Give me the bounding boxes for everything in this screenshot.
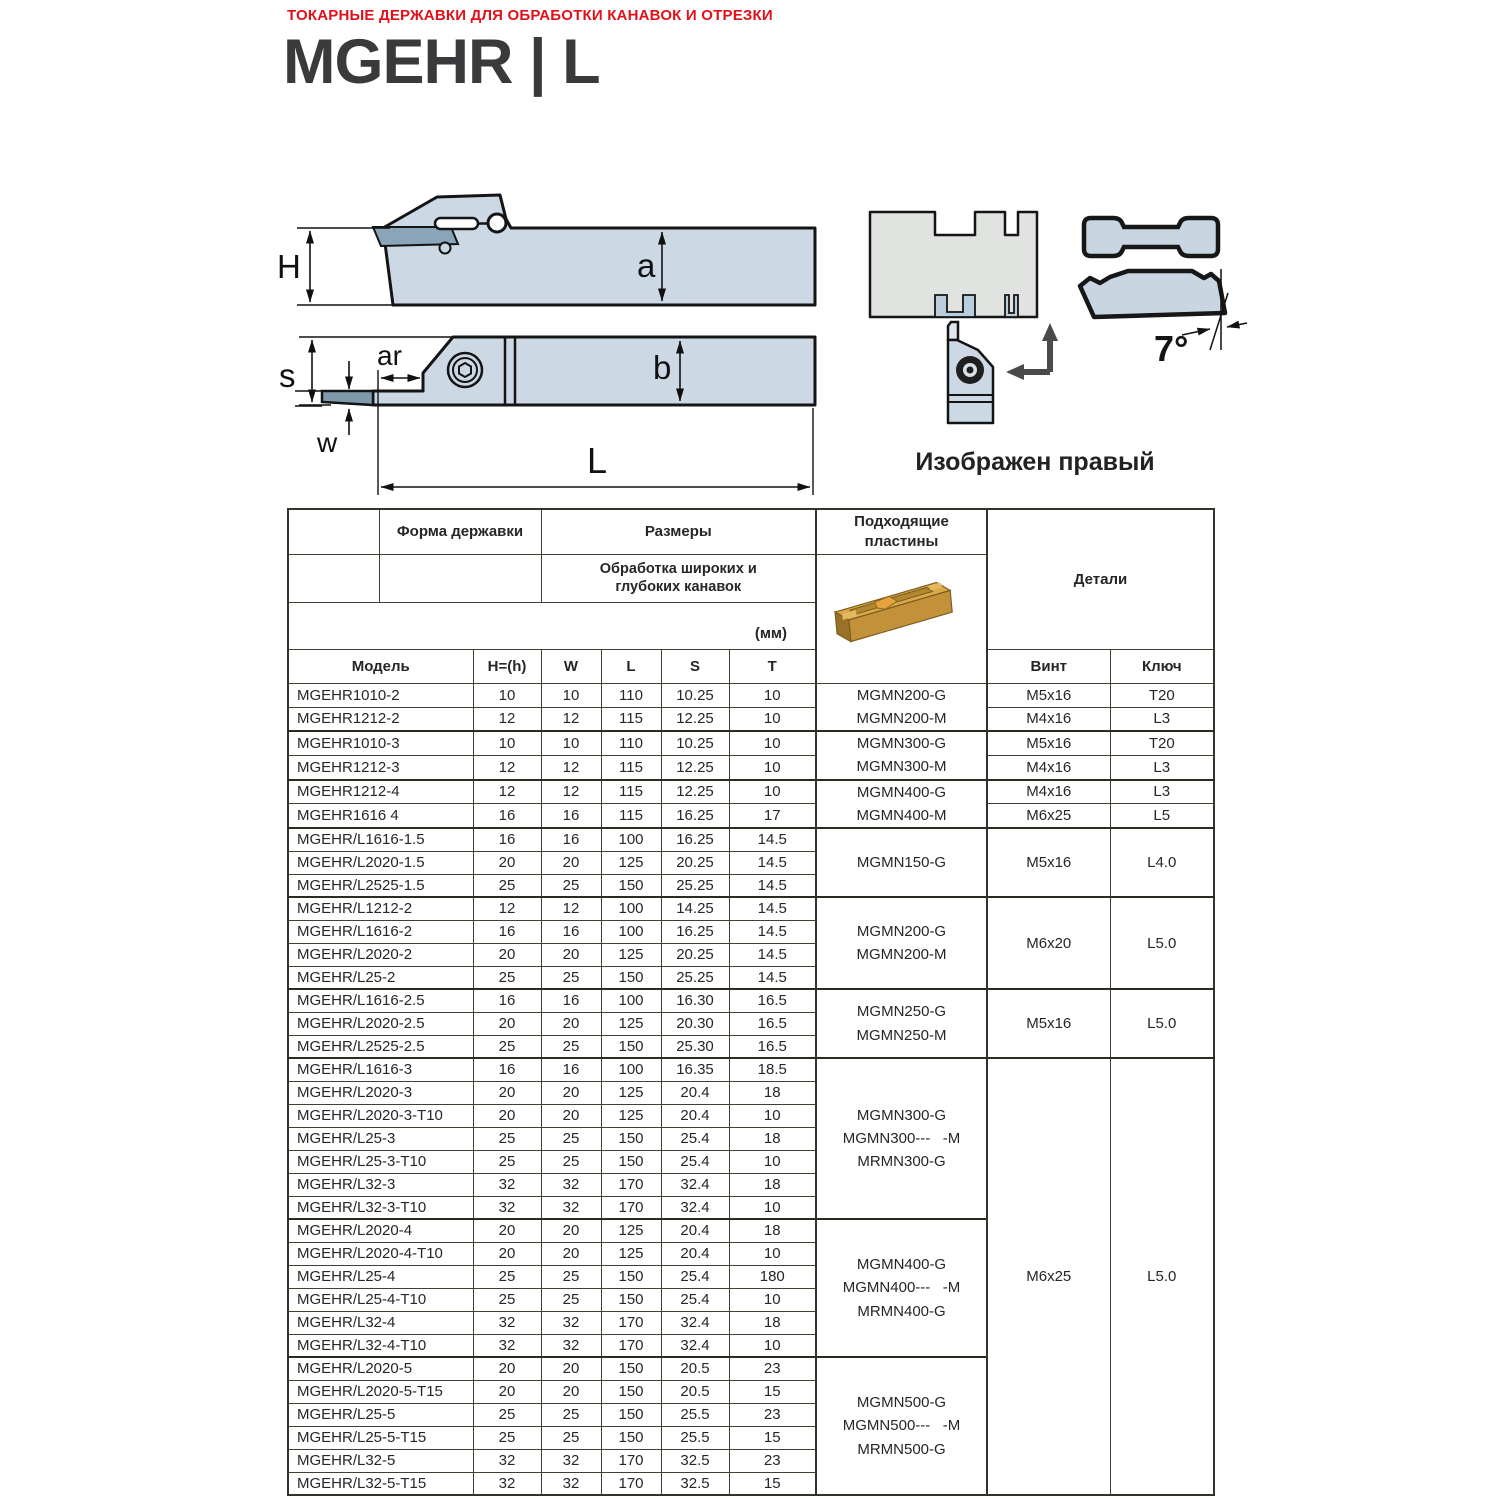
category-heading: ТОКАРНЫЕ ДЕРЖАВКИ ДЛЯ ОБРАБОТКИ КАНАВОК И ОТРЕЗКИ <box>287 7 773 24</box>
dim-cell: 25.30 <box>661 1035 729 1058</box>
dim-w-label: w <box>317 427 338 458</box>
dim-cell: 32.5 <box>661 1449 729 1472</box>
dim-cell: 32 <box>541 1449 601 1472</box>
dim-cell: 17 <box>729 804 816 828</box>
dim-cell: 14.25 <box>661 897 729 920</box>
table-row <box>288 989 1214 1012</box>
dim-cell: 23 <box>729 1403 816 1426</box>
dim-cell: 150 <box>601 1380 661 1403</box>
insert-group-cell: MGMN200-G MGMN200-M <box>816 897 987 989</box>
model-cell: MGEHR/L1616-1.5 <box>288 828 473 851</box>
dim-cell: 16 <box>473 828 541 851</box>
dim-cell: 12.25 <box>661 755 729 779</box>
table-row <box>288 780 1214 804</box>
dim-ar-label: ar <box>377 340 402 371</box>
dim-cell: 180 <box>729 1265 816 1288</box>
w-header: W <box>541 649 601 683</box>
dim-cell: 14.5 <box>729 920 816 943</box>
model-cell: MGEHR/L32-4-T10 <box>288 1334 473 1357</box>
dim-cell: 20.4 <box>661 1219 729 1242</box>
dim-cell: 170 <box>601 1472 661 1495</box>
dim-cell: 10 <box>729 755 816 779</box>
dim-cell: 25.4 <box>661 1265 729 1288</box>
dim-cell: 10 <box>729 1104 816 1127</box>
dim-cell: 32 <box>541 1334 601 1357</box>
screw-cell: M6x25 <box>987 1058 1110 1495</box>
dim-cell: 12 <box>473 755 541 779</box>
table-row <box>288 804 1214 828</box>
dim-cell: 16.5 <box>729 1035 816 1058</box>
table-row <box>288 897 1214 920</box>
dim-cell: 25 <box>473 1035 541 1058</box>
clamp-pin-hole <box>488 214 506 232</box>
dim-a-label: a <box>637 247 656 284</box>
dim-cell: 18 <box>729 1219 816 1242</box>
holder-table-body <box>288 683 1214 1495</box>
insert-tip <box>322 391 373 405</box>
model-cell: MGEHR/L2020-4-T10 <box>288 1242 473 1265</box>
dim-b-label: b <box>653 349 672 386</box>
details-header: Детали <box>987 509 1214 649</box>
dim-cell: 100 <box>601 1058 661 1081</box>
screw-cell: M6x20 <box>987 897 1110 989</box>
dim-cell: 25 <box>541 1035 601 1058</box>
dim-cell: 20 <box>541 851 601 874</box>
s-header: S <box>661 649 729 683</box>
dim-cell: 14.5 <box>729 851 816 874</box>
model-cell: MGEHR/L1616-2 <box>288 920 473 943</box>
dim-cell: 18 <box>729 1081 816 1104</box>
dim-cell: 20 <box>473 1219 541 1242</box>
dim-cell: 150 <box>601 1127 661 1150</box>
dim-cell: 14.5 <box>729 943 816 966</box>
inserts-header: Подходящие пластины <box>816 509 987 554</box>
screw-header: Винт <box>987 649 1110 683</box>
dim-cell: 25 <box>473 966 541 989</box>
screw-cell: M6x25 <box>987 804 1110 828</box>
sizes-header: Размеры <box>541 509 816 554</box>
dim-cell: 32 <box>541 1311 601 1334</box>
key-cell: T20 <box>1110 731 1214 755</box>
dim-cell: 18.5 <box>729 1058 816 1081</box>
dim-cell: 20.25 <box>661 851 729 874</box>
insert-photo-cell <box>816 554 987 683</box>
clamp-slot <box>435 218 478 229</box>
model-cell: MGEHR/L2525-2.5 <box>288 1035 473 1058</box>
dim-cell: 16.25 <box>661 920 729 943</box>
dim-cell: 12 <box>473 780 541 804</box>
key-cell: L5 <box>1110 804 1214 828</box>
dim-cell: 32 <box>541 1173 601 1196</box>
model-cell: MGEHR1212-3 <box>288 755 473 779</box>
t-header: T <box>729 649 816 683</box>
dim-cell: 16 <box>541 804 601 828</box>
dim-cell: 170 <box>601 1334 661 1357</box>
corner-cell <box>288 509 379 554</box>
dim-cell: 16 <box>473 1058 541 1081</box>
dim-cell: 32 <box>473 1472 541 1495</box>
dim-cell: 25 <box>473 1265 541 1288</box>
dim-cell: 10 <box>541 683 601 707</box>
dim-cell: 25 <box>541 1426 601 1449</box>
dim-cell: 20.4 <box>661 1242 729 1265</box>
dim-cell: 115 <box>601 707 661 731</box>
dim-cell: 32 <box>541 1472 601 1495</box>
table-row <box>288 755 1214 779</box>
dim-cell: 10 <box>729 1196 816 1219</box>
model-cell: MGEHR/L2525-1.5 <box>288 874 473 897</box>
empty-cell <box>379 554 541 602</box>
dim-cell: 14.5 <box>729 874 816 897</box>
model-cell: MGEHR/L25-4 <box>288 1265 473 1288</box>
units-label: (мм) <box>288 602 816 649</box>
dim-cell: 20 <box>541 943 601 966</box>
screw-cell: M4x16 <box>987 755 1110 779</box>
dim-cell: 16 <box>541 1058 601 1081</box>
dim-cell: 25.4 <box>661 1150 729 1173</box>
dim-cell: 125 <box>601 851 661 874</box>
dim-cell: 20 <box>541 1357 601 1380</box>
insert-group-cell: MGMN400-G MGMN400-M <box>816 780 987 829</box>
key-cell: L5.0 <box>1110 1058 1214 1495</box>
model-cell: MGEHR/L1212-2 <box>288 897 473 920</box>
model-cell: MGEHR/L32-5 <box>288 1449 473 1472</box>
dim-cell: 20 <box>473 1012 541 1035</box>
dim-cell: 20 <box>473 1104 541 1127</box>
dim-cell: 20.4 <box>661 1081 729 1104</box>
dim-cell: 25.5 <box>661 1426 729 1449</box>
dim-cell: 25 <box>541 1403 601 1426</box>
dim-cell: 25 <box>541 1288 601 1311</box>
model-cell: MGEHR/L2020-3-T10 <box>288 1104 473 1127</box>
dim-cell: 100 <box>601 920 661 943</box>
dim-s-label: s <box>279 357 296 394</box>
model-cell: MGEHR/L2020-3 <box>288 1081 473 1104</box>
dim-cell: 170 <box>601 1311 661 1334</box>
dim-cell: 18 <box>729 1127 816 1150</box>
dim-cell: 12 <box>541 707 601 731</box>
dim-cell: 150 <box>601 1403 661 1426</box>
model-cell: MGEHR1010-3 <box>288 731 473 755</box>
form-header: Форма державки <box>379 509 541 554</box>
model-cell: MGEHR/L32-4 <box>288 1311 473 1334</box>
dim-cell: 16 <box>541 989 601 1012</box>
dim-cell: 150 <box>601 1150 661 1173</box>
dim-cell: 25 <box>473 1403 541 1426</box>
dim-cell: 25 <box>541 874 601 897</box>
dim-cell: 25 <box>473 1150 541 1173</box>
dim-cell: 110 <box>601 683 661 707</box>
l-header: L <box>601 649 661 683</box>
dim-cell: 16 <box>473 989 541 1012</box>
dim-cell: 25 <box>541 1150 601 1173</box>
model-cell: MGEHR/L2020-2.5 <box>288 1012 473 1035</box>
dim-cell: 15 <box>729 1426 816 1449</box>
insert-group-cell: MGMN200-G MGMN200-M <box>816 683 987 731</box>
empty-cell <box>288 554 379 602</box>
dim-cell: 100 <box>601 989 661 1012</box>
screw-cell: M4x16 <box>987 707 1110 731</box>
drawing-caption: Изображен правый <box>915 448 1155 476</box>
key-cell: L3 <box>1110 707 1214 731</box>
model-cell: MGEHR/L25-5-T15 <box>288 1426 473 1449</box>
dim-cell: 170 <box>601 1173 661 1196</box>
table-row <box>288 1058 1214 1081</box>
dim-cell: 20 <box>541 1081 601 1104</box>
dim-cell: 20 <box>541 1242 601 1265</box>
dim-cell: 100 <box>601 897 661 920</box>
table-row <box>288 683 1214 707</box>
table-row <box>288 707 1214 731</box>
dim-cell: 125 <box>601 1081 661 1104</box>
dim-cell: 20 <box>473 1081 541 1104</box>
dim-H-label: H <box>277 248 301 285</box>
grooving-tool <box>948 322 993 423</box>
dim-L-label: L <box>587 440 608 481</box>
dim-cell: 125 <box>601 1219 661 1242</box>
key-cell: T20 <box>1110 683 1214 707</box>
dim-cell: 25 <box>473 1288 541 1311</box>
dim-cell: 10 <box>729 1150 816 1173</box>
dim-cell: 10 <box>729 1242 816 1265</box>
dim-cell: 100 <box>601 828 661 851</box>
dim-cell: 25.4 <box>661 1288 729 1311</box>
key-header: Ключ <box>1110 649 1214 683</box>
insert-group-cell: MGMN150-G <box>816 828 987 897</box>
angle-arrow-right <box>1227 323 1247 327</box>
dim-cell: 25 <box>541 966 601 989</box>
dim-cell: 25 <box>541 1265 601 1288</box>
key-cell: L3 <box>1110 780 1214 804</box>
dim-cell: 150 <box>601 1035 661 1058</box>
feed-direction-arrows <box>1006 323 1058 380</box>
dim-cell: 20 <box>541 1380 601 1403</box>
dim-cell: 150 <box>601 1265 661 1288</box>
dim-cell: 16.25 <box>661 804 729 828</box>
dim-cell: 170 <box>601 1449 661 1472</box>
dim-cell: 20.5 <box>661 1380 729 1403</box>
dim-cell: 20 <box>541 1219 601 1242</box>
dim-cell: 25 <box>541 1127 601 1150</box>
dim-cell: 25.25 <box>661 966 729 989</box>
dim-cell: 20.30 <box>661 1012 729 1035</box>
dim-cell: 10 <box>473 731 541 755</box>
application-drawing <box>848 165 1248 445</box>
dim-cell: 32.4 <box>661 1173 729 1196</box>
insert-group-cell: MGMN300-G MGMN300--- -M MRMN300-G <box>816 1058 987 1219</box>
dim-cell: 32.4 <box>661 1196 729 1219</box>
key-cell: L5.0 <box>1110 897 1214 989</box>
dim-cell: 20.4 <box>661 1104 729 1127</box>
dim-cell: 150 <box>601 1288 661 1311</box>
model-header: Модель <box>288 649 473 683</box>
dim-cell: 10 <box>729 780 816 804</box>
model-cell: MGEHR/L2020-2 <box>288 943 473 966</box>
model-cell: MGEHR/L1616-2.5 <box>288 989 473 1012</box>
model-cell: MGEHR/L25-3 <box>288 1127 473 1150</box>
holder-table-head <box>288 509 1214 683</box>
dim-cell: 125 <box>601 1012 661 1035</box>
dim-cell: 10 <box>729 1334 816 1357</box>
dim-cell: 10 <box>729 731 816 755</box>
tool-insert <box>948 322 958 340</box>
model-cell: MGEHR/L25-5 <box>288 1403 473 1426</box>
insert-group-cell: MGMN250-G MGMN250-M <box>816 989 987 1058</box>
dim-cell: 115 <box>601 755 661 779</box>
model-cell: MGEHR/L2020-5-T15 <box>288 1380 473 1403</box>
model-cell: MGEHR1010-2 <box>288 683 473 707</box>
dim-cell: 18 <box>729 1173 816 1196</box>
model-cell: MGEHR/L2020-5 <box>288 1357 473 1380</box>
dim-cell: 16 <box>473 804 541 828</box>
insert-photo <box>819 555 984 678</box>
dim-cell: 115 <box>601 804 661 828</box>
workpiece <box>870 212 1037 317</box>
dim-cell: 32 <box>473 1196 541 1219</box>
dim-cell: 14.5 <box>729 966 816 989</box>
dim-cell: 125 <box>601 1242 661 1265</box>
screw-cell: M4x16 <box>987 780 1110 804</box>
h-header: H=(h) <box>473 649 541 683</box>
dim-cell: 25 <box>473 1426 541 1449</box>
dim-cell: 115 <box>601 780 661 804</box>
dim-cell: 23 <box>729 1449 816 1472</box>
dim-cell: 170 <box>601 1196 661 1219</box>
holder-side-view <box>277 195 815 305</box>
model-cell: MGEHR/L32-3-T10 <box>288 1196 473 1219</box>
table-row <box>288 828 1214 851</box>
sizes-subheader: Обработка широких и глубоких канавок <box>541 554 816 602</box>
dim-cell: 10.25 <box>661 683 729 707</box>
dim-cell: 10 <box>473 683 541 707</box>
dim-cell: 15 <box>729 1380 816 1403</box>
dim-cell: 125 <box>601 1104 661 1127</box>
dim-cell: 20.25 <box>661 943 729 966</box>
dim-cell: 20 <box>541 1012 601 1035</box>
dim-cell: 16.25 <box>661 828 729 851</box>
dim-cell: 16.35 <box>661 1058 729 1081</box>
dim-cell: 150 <box>601 1426 661 1449</box>
model-cell: MGEHR/L32-3 <box>288 1173 473 1196</box>
dim-cell: 10 <box>729 707 816 731</box>
key-cell: L4.0 <box>1110 828 1214 897</box>
insert-group-cell: MGMN300-G MGMN300-M <box>816 731 987 780</box>
dim-cell: 25.25 <box>661 874 729 897</box>
key-cell: L3 <box>1110 755 1214 779</box>
dim-cell: 32.5 <box>661 1472 729 1495</box>
holder-dimension-drawing <box>265 165 835 505</box>
dim-cell: 25.5 <box>661 1403 729 1426</box>
model-cell: MGEHR/L25-4-T10 <box>288 1288 473 1311</box>
dim-cell: 14.5 <box>729 897 816 920</box>
holder-body-plan <box>373 337 815 405</box>
dim-cell: 12 <box>473 707 541 731</box>
dim-cell: 12.25 <box>661 707 729 731</box>
dim-cell: 32.4 <box>661 1334 729 1357</box>
dim-cell: 125 <box>601 943 661 966</box>
dim-cell: 16 <box>541 920 601 943</box>
screw-cell: M5x16 <box>987 828 1110 897</box>
dim-cell: 32 <box>473 1311 541 1334</box>
clamp-notch <box>440 243 451 254</box>
dim-cell: 32 <box>541 1196 601 1219</box>
dim-cell: 20.5 <box>661 1357 729 1380</box>
dim-cell: 20 <box>473 943 541 966</box>
dim-cell: 12 <box>541 755 601 779</box>
dim-cell: 16 <box>541 828 601 851</box>
model-cell: MGEHR/L32-5-T15 <box>288 1472 473 1495</box>
model-cell: MGEHR1212-4 <box>288 780 473 804</box>
dim-cell: 25 <box>473 874 541 897</box>
dim-cell: 20 <box>541 1104 601 1127</box>
dim-cell: 32.4 <box>661 1311 729 1334</box>
dim-cell: 10.25 <box>661 731 729 755</box>
model-cell: MGEHR/L25-2 <box>288 966 473 989</box>
dim-cell: 32 <box>473 1173 541 1196</box>
dim-cell: 25 <box>473 1127 541 1150</box>
dim-cell: 16.5 <box>729 989 816 1012</box>
model-cell: MGEHR/L2020-4 <box>288 1219 473 1242</box>
dim-cell: 10 <box>729 1288 816 1311</box>
screw-cell: M5x16 <box>987 989 1110 1058</box>
screw-cell: M5x16 <box>987 731 1110 755</box>
dim-cell: 16 <box>473 920 541 943</box>
model-cell: MGEHR1616 4 <box>288 804 473 828</box>
page-title: MGEHR | L <box>283 27 600 97</box>
dim-cell: 110 <box>601 731 661 755</box>
dim-cell: 18 <box>729 1311 816 1334</box>
insert-front-profile <box>1080 269 1247 369</box>
dim-cell: 16.5 <box>729 1012 816 1035</box>
dim-cell: 15 <box>729 1472 816 1495</box>
model-cell: MGEHR/L25-3-T10 <box>288 1150 473 1173</box>
relief-angle-label: 7° <box>1154 328 1189 369</box>
holder-table <box>287 508 1215 1496</box>
dim-cell: 10 <box>541 731 601 755</box>
model-cell: MGEHR/L1616-3 <box>288 1058 473 1081</box>
dim-cell: 150 <box>601 874 661 897</box>
dim-cell: 20 <box>473 1242 541 1265</box>
dim-cell: 12 <box>541 897 601 920</box>
dim-cell: 150 <box>601 966 661 989</box>
insert-side-profile <box>1084 218 1218 256</box>
dim-cell: 20 <box>473 1380 541 1403</box>
dim-cell: 16.30 <box>661 989 729 1012</box>
model-cell: MGEHR1212-2 <box>288 707 473 731</box>
dim-cell: 14.5 <box>729 828 816 851</box>
dim-cell: 20 <box>473 851 541 874</box>
dim-cell: 12 <box>541 780 601 804</box>
insert-group-cell: MGMN400-G MGMN400--- -M MRMN400-G <box>816 1219 987 1357</box>
dim-cell: 32 <box>473 1334 541 1357</box>
dim-cell: 32 <box>473 1449 541 1472</box>
screw-cell: M5x16 <box>987 683 1110 707</box>
table-row <box>288 731 1214 755</box>
key-cell: L5.0 <box>1110 989 1214 1058</box>
holder-plan-view <box>279 337 815 495</box>
dim-cell: 23 <box>729 1357 816 1380</box>
dim-cell: 10 <box>729 683 816 707</box>
dim-cell: 20 <box>473 1357 541 1380</box>
dim-cell: 150 <box>601 1357 661 1380</box>
dim-cell: 12.25 <box>661 780 729 804</box>
dim-cell: 12 <box>473 897 541 920</box>
dim-cell: 25.4 <box>661 1127 729 1150</box>
model-cell: MGEHR/L2020-1.5 <box>288 851 473 874</box>
insert-group-cell: MGMN500-G MGMN500--- -M MRMN500-G <box>816 1357 987 1495</box>
